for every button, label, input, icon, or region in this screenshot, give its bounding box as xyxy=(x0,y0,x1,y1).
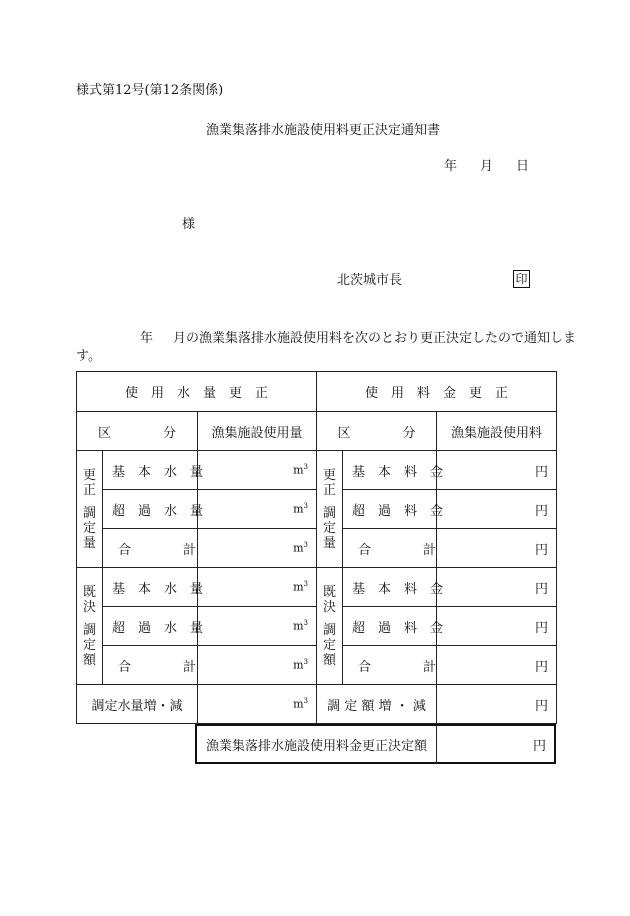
row-label-excess-fee: 超 過 料 金 xyxy=(352,620,444,636)
final-unit-yen: 円 xyxy=(532,738,546,754)
unit-yen: 円 xyxy=(534,464,548,480)
row-label-total-water: 合 計 xyxy=(118,542,197,558)
usage-change-label: 調定水量増・減 xyxy=(91,698,183,714)
usage-amount-header: 漁集施設使用量 xyxy=(211,425,303,441)
fee-kubun-header: 区 分 xyxy=(337,425,416,441)
unit-m3: $m^3$ xyxy=(293,580,308,594)
seal-mark: 印 xyxy=(513,270,530,288)
unit-yen: 円 xyxy=(534,542,548,558)
unit-m3: $m^3$ xyxy=(293,502,308,516)
document-title: 漁業集落排水施設使用料更正決定通知書 xyxy=(206,123,441,138)
final-amount-label: 漁業集落排水施設使用料金更正決定額 xyxy=(205,738,427,754)
usage-revision-header: 使 用 水 量 更 正 xyxy=(124,386,268,401)
unit-yen: 円 xyxy=(534,659,548,675)
unit-m3: $m^3$ xyxy=(293,463,308,477)
group-label-decided-usage: 既 決 調 定 額 xyxy=(82,584,96,668)
unit-m3: $m^3$ xyxy=(293,619,308,633)
unit-yen: 円 xyxy=(534,698,548,714)
unit-yen: 円 xyxy=(534,503,548,519)
body-line1-rest: 月の漁業集落排水施設使用料を次のとおり更正決定したので通知しま xyxy=(173,331,577,346)
row-label-excess-water: 超 過 水 量 xyxy=(112,503,204,519)
row-label-total-fee: 合 計 xyxy=(358,659,437,675)
row-label-total-fee: 合 計 xyxy=(358,542,437,558)
sender-name: 北茨城市長 xyxy=(337,273,403,288)
body-text-line2: す。 xyxy=(76,349,101,364)
row-label-basic-water: 基 本 水 量 xyxy=(112,581,204,597)
date-month-label: 月 xyxy=(480,159,494,174)
table-line xyxy=(102,450,103,684)
body-year-char: 年 xyxy=(140,331,154,346)
unit-m3: $m^3$ xyxy=(293,697,308,711)
unit-yen: 円 xyxy=(534,620,548,636)
fee-revision-header: 使 用 料 金 更 正 xyxy=(364,386,508,401)
row-label-excess-water: 超 過 水 量 xyxy=(112,620,204,636)
unit-m3: $m^3$ xyxy=(293,658,308,672)
addressee-suffix: 様 xyxy=(182,217,196,232)
group-label-revised-usage: 更 正 調 定 量 xyxy=(82,467,96,551)
table-line xyxy=(342,450,343,684)
fee-change-label: 調 定 額 増 ・ 減 xyxy=(327,698,426,714)
row-label-basic-fee: 基 本 料 金 xyxy=(352,464,444,480)
group-label-decided-fee: 既 決 調 定 額 xyxy=(322,584,336,668)
usage-kubun-header: 区 分 xyxy=(97,425,176,441)
fee-amount-header: 漁集施設使用料 xyxy=(450,425,542,441)
row-label-basic-fee: 基 本 料 金 xyxy=(352,581,444,597)
row-label-excess-fee: 超 過 料 金 xyxy=(352,503,444,519)
date-year-label: 年 xyxy=(444,159,458,174)
row-label-basic-water: 基 本 水 量 xyxy=(112,464,204,480)
group-label-revised-fee: 更 正 調 定 量 xyxy=(322,467,336,551)
table-line xyxy=(556,371,557,724)
unit-m3: $m^3$ xyxy=(293,541,308,555)
row-label-total-water: 合 計 xyxy=(118,659,197,675)
unit-yen: 円 xyxy=(534,581,548,597)
form-number: 様式第12号(第12条関係) xyxy=(76,83,224,98)
date-day-label: 日 xyxy=(516,159,530,174)
